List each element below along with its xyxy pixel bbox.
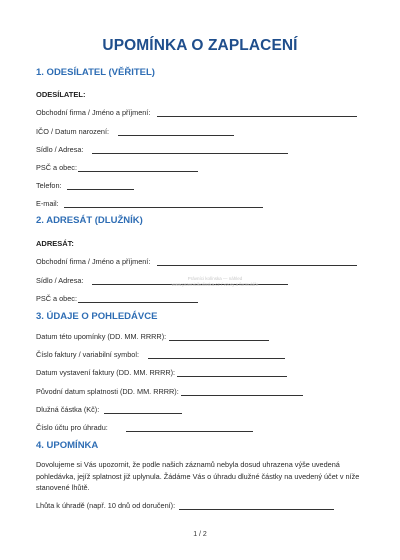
fill-line[interactable] — [148, 358, 285, 359]
fill-line[interactable] — [92, 153, 288, 154]
field-label: Datum vystavení faktury (DD. MM. RRRR): — [36, 368, 176, 377]
section-heading-recipient: 2. ADRESÁT (DLUŽNÍK) — [36, 215, 143, 226]
watermark — [165, 276, 265, 288]
field-label: Obchodní firma / Jméno a příjmení: — [36, 108, 151, 117]
field-label: Dlužná částka (Kč): — [36, 405, 100, 414]
fill-line[interactable] — [78, 171, 198, 172]
watermark-line: Právníci kolínska — náhled — [187, 276, 243, 281]
subheading-recipient: ADRESÁT: — [36, 239, 74, 248]
fill-line[interactable] — [157, 265, 357, 266]
fill-line[interactable] — [64, 207, 263, 208]
reminder-paragraph: Dovolujeme si Vás upozornit, že podle našich záznamů nebyla dosud uhrazena výše uvedená pohledávka, jejíž splatnost již uplynula. Žádáme Vás o úhradu dlužné částky na uvedený účet v níže stanovené lhůtě. — [36, 460, 360, 492]
field-label: E-mail: — [36, 199, 59, 208]
field-label: PSČ a obec: — [36, 294, 77, 303]
field-label: Lhůta k úhradě (např. 10 dnů od doručení): — [36, 501, 176, 510]
field-label: Číslo účtu pro úhradu: — [36, 423, 108, 432]
field-label: Číslo faktury / variabilní symbol: — [36, 350, 140, 359]
page-number: 1 / 2 — [193, 531, 207, 538]
field-label: Datum této upomínky (DD. MM. RRRR): — [36, 332, 167, 341]
section-heading-reminder: 4. UPOMÍNKA — [36, 440, 99, 451]
fill-line[interactable] — [126, 431, 253, 432]
section-heading-sender: 1. ODESÍLATEL (VĚŘITEL) — [36, 67, 155, 78]
field-label: IČO / Datum narození: — [36, 127, 109, 136]
field-label: Telefon: — [36, 181, 62, 190]
field-label: PSČ a obec: — [36, 163, 77, 172]
fill-line[interactable] — [104, 413, 182, 414]
fill-line[interactable] — [169, 340, 269, 341]
field-label: Původní datum splatnosti (DD. MM. RRRR): — [36, 387, 179, 396]
fill-line[interactable] — [177, 376, 287, 377]
fill-line[interactable] — [179, 509, 334, 510]
field-label: Sídlo / Adresa: — [36, 145, 84, 154]
watermark-line: www.pravnicikolinska.cz / vzory a formuláře — [171, 282, 259, 287]
subheading-sender: ODESÍLATEL: — [36, 90, 86, 99]
fill-line[interactable] — [67, 189, 134, 190]
field-label: Sídlo / Adresa: — [36, 276, 84, 285]
fill-line[interactable] — [78, 302, 198, 303]
fill-line[interactable] — [118, 135, 234, 136]
fill-line[interactable] — [181, 395, 303, 396]
field-label: Obchodní firma / Jméno a příjmení: — [36, 257, 151, 266]
fill-line[interactable] — [157, 116, 357, 117]
section-heading-claim: 3. ÚDAJE O POHLEDÁVCE — [36, 311, 158, 322]
document-title: UPOMÍNKA O ZAPLACENÍ — [102, 37, 298, 54]
